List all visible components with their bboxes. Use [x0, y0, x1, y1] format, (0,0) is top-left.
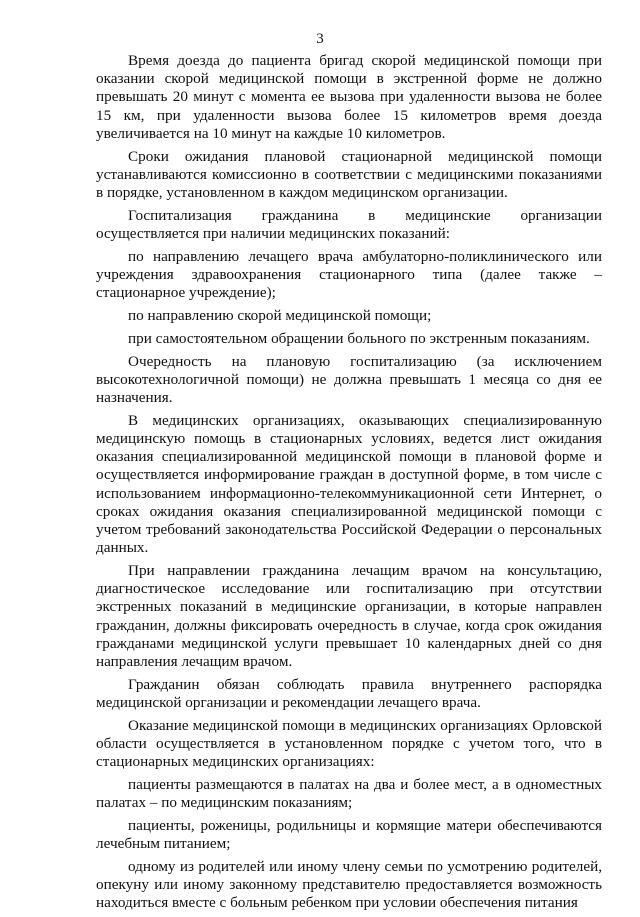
paragraph-wards: пациенты размещаются в палатах на два и более мест, а в одноместных палатах – по медицинским показаниям;	[96, 776, 602, 812]
paragraph-response-time: Время доезда до пациента бригад скорой медицинской помощи при оказании скорой медицинской помощи в экстренной форме не должно превышать 20 минут с момента ее вызова при удаленности вызова не более 15 км, при удаленности вызова более 15 километров время доезда увеличивается на 10 минут на каждые 10 километров.	[96, 52, 602, 142]
paragraph-consultation: При направлении гражданина лечащим врачом на консультацию, диагностическое исследование или госпитализацию при отсутствии экстренных показаний в медицинские организации, в которые направлен гражданин, должны фиксировать очередность в случае, когда срок ожидания гражданами медицинской услуги превышает 10 календарных дней со дня направления лечащим врачом.	[96, 562, 602, 671]
paragraph-queue: Очередность на плановую госпитализацию (за исключением высокотехнологичной помощи) не должна превышать 1 месяца со дня ее назначения.	[96, 352, 602, 407]
paragraph-waiting-list: В медицинских организациях, оказывающих специализированную медицинскую помощь в стационарных условиях, ведется лист ожидания оказания специализированной медицинской помощи в плановой форме и осуществляется информирование граждан в доступной форме, в том числе с использованием информационно-телекоммуникационной сети Интернет, о сроках ожидания оказания специализированной медицинской помощи с учетом требований законодательства Российской Федерации о персональных данных.	[96, 411, 602, 557]
paragraph-hospitalization: Госпитализация гражданина в медицинские организации осуществляется при наличии медицинских показаний:	[96, 206, 602, 243]
paragraph-self-referral: при самостоятельном обращении больного по экстренным показаниям.	[128, 329, 590, 347]
document-body	[96, 52, 602, 917]
paragraph-referral-doctor: по направлению лечащего врача амбулаторно-поликлинического или учреждения здравоохранения стационарного типа (далее также – стационарное учреждение);	[96, 247, 602, 302]
paragraph-referral-ambulance: по направлению скорой медицинской помощи;	[128, 307, 432, 325]
paragraph-provision: Оказание медицинской помощи в медицинских организациях Орловской области осуществляется в установленном порядке с учетом того, что в стационарных медицинских организациях:	[96, 716, 602, 771]
paragraph-obligations: Гражданин обязан соблюдать правила внутреннего распорядка медицинской организации и рекомендации лечащего врача.	[96, 675, 602, 712]
paragraph-parents: одному из родителей или иному члену семьи по усмотрению родителей, опекуну или иному законному представителю предоставляется возможность находиться вместе с больным ребенком при условии обеспечения питания	[96, 858, 602, 912]
paragraph-waiting-terms: Сроки ожидания плановой стационарной медицинской помощи устанавливаются комиссионно в соответствии с медицинскими показаниями в порядке, установленном в каждом медицинском организации.	[96, 147, 602, 202]
page-number: 3	[316, 31, 324, 47]
paragraph-nutrition: пациенты, роженицы, родильницы и кормящие матери обеспечиваются лечебным питанием;	[96, 817, 602, 853]
